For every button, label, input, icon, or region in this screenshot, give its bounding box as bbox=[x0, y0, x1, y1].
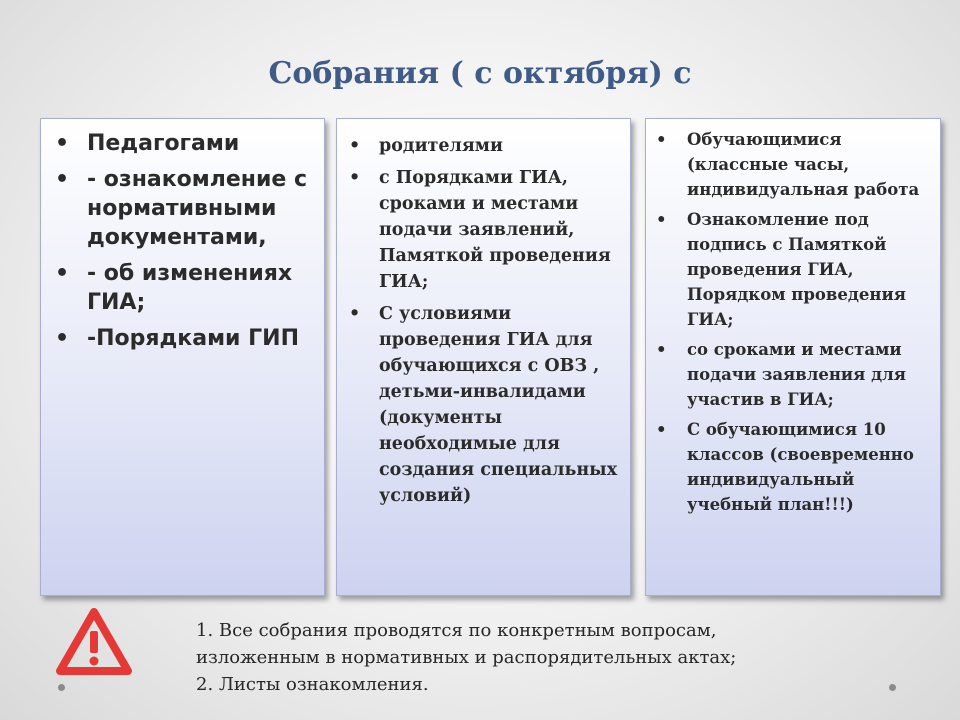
list-item-text: - об изменениях ГИА; bbox=[87, 261, 293, 315]
list-item-text: -Порядками ГИП bbox=[87, 326, 299, 351]
column-teachers bbox=[40, 118, 325, 596]
list-item-text: С обучающимися 10 классов (своевременно индивидуальный учебный план!!!) bbox=[687, 420, 914, 514]
list-item bbox=[347, 133, 620, 159]
list-item bbox=[654, 417, 932, 517]
decorative-dot bbox=[58, 684, 65, 691]
list-item-text: - ознакомление с нормативными документами, bbox=[87, 167, 308, 250]
list-item bbox=[53, 259, 314, 317]
footnote-line: изложенным в нормативных и распорядительных актах; bbox=[196, 647, 737, 668]
list-item bbox=[53, 129, 314, 158]
list-item-text: с Порядками ГИА, сроками и местами подачи заявлений, Памяткой проведения ГИА; bbox=[379, 168, 611, 292]
list-item bbox=[654, 207, 932, 332]
bullet-icon: • bbox=[349, 136, 361, 156]
list-item bbox=[53, 165, 314, 252]
warning-triangle-icon bbox=[56, 607, 132, 677]
footnote-line: 2. Листы ознакомления. bbox=[196, 674, 429, 695]
bullet-icon: • bbox=[656, 340, 667, 359]
slide-title: Собрания ( с октября) с bbox=[268, 56, 692, 91]
bullet-icon: • bbox=[656, 420, 667, 439]
bullet-icon: • bbox=[55, 326, 70, 351]
bullet-icon: • bbox=[656, 210, 667, 229]
bullet-icon: • bbox=[55, 261, 70, 286]
bullet-list bbox=[347, 133, 620, 509]
bullet-icon: • bbox=[349, 168, 361, 188]
bullet-icon: • bbox=[349, 304, 361, 324]
list-item-text: со сроками и местами подачи заявления для участив в ГИА; bbox=[687, 340, 906, 409]
decorative-dot bbox=[889, 684, 896, 691]
list-item-text: Педагогами bbox=[87, 131, 240, 156]
list-item bbox=[347, 301, 620, 509]
list-item bbox=[53, 324, 314, 353]
list-item-text: Ознакомление под подпись с Памяткой проведения ГИА, Порядком проведения ГИА; bbox=[687, 210, 906, 329]
bullet-list bbox=[654, 127, 932, 517]
footnote bbox=[196, 617, 896, 698]
list-item-text: родителями bbox=[379, 136, 503, 156]
bullet-list bbox=[53, 129, 314, 353]
list-item bbox=[654, 337, 932, 412]
list-item-text: Обучающимися (классные часы, индивидуальная работа bbox=[687, 130, 920, 199]
bullet-icon: • bbox=[656, 130, 667, 149]
footnote-line: 1. Все собрания проводятся по конкретным вопросам, bbox=[196, 620, 717, 641]
list-item bbox=[347, 165, 620, 295]
column-parents bbox=[336, 118, 631, 596]
column-students bbox=[645, 118, 941, 596]
bullet-icon: • bbox=[55, 167, 70, 192]
list-item-text: С условиями проведения ГИА для обучающихся с ОВЗ , детьми-инвалидами (документы необходимые для создания специальных условий) bbox=[379, 304, 618, 506]
list-item bbox=[654, 127, 932, 202]
bullet-icon: • bbox=[55, 131, 70, 156]
